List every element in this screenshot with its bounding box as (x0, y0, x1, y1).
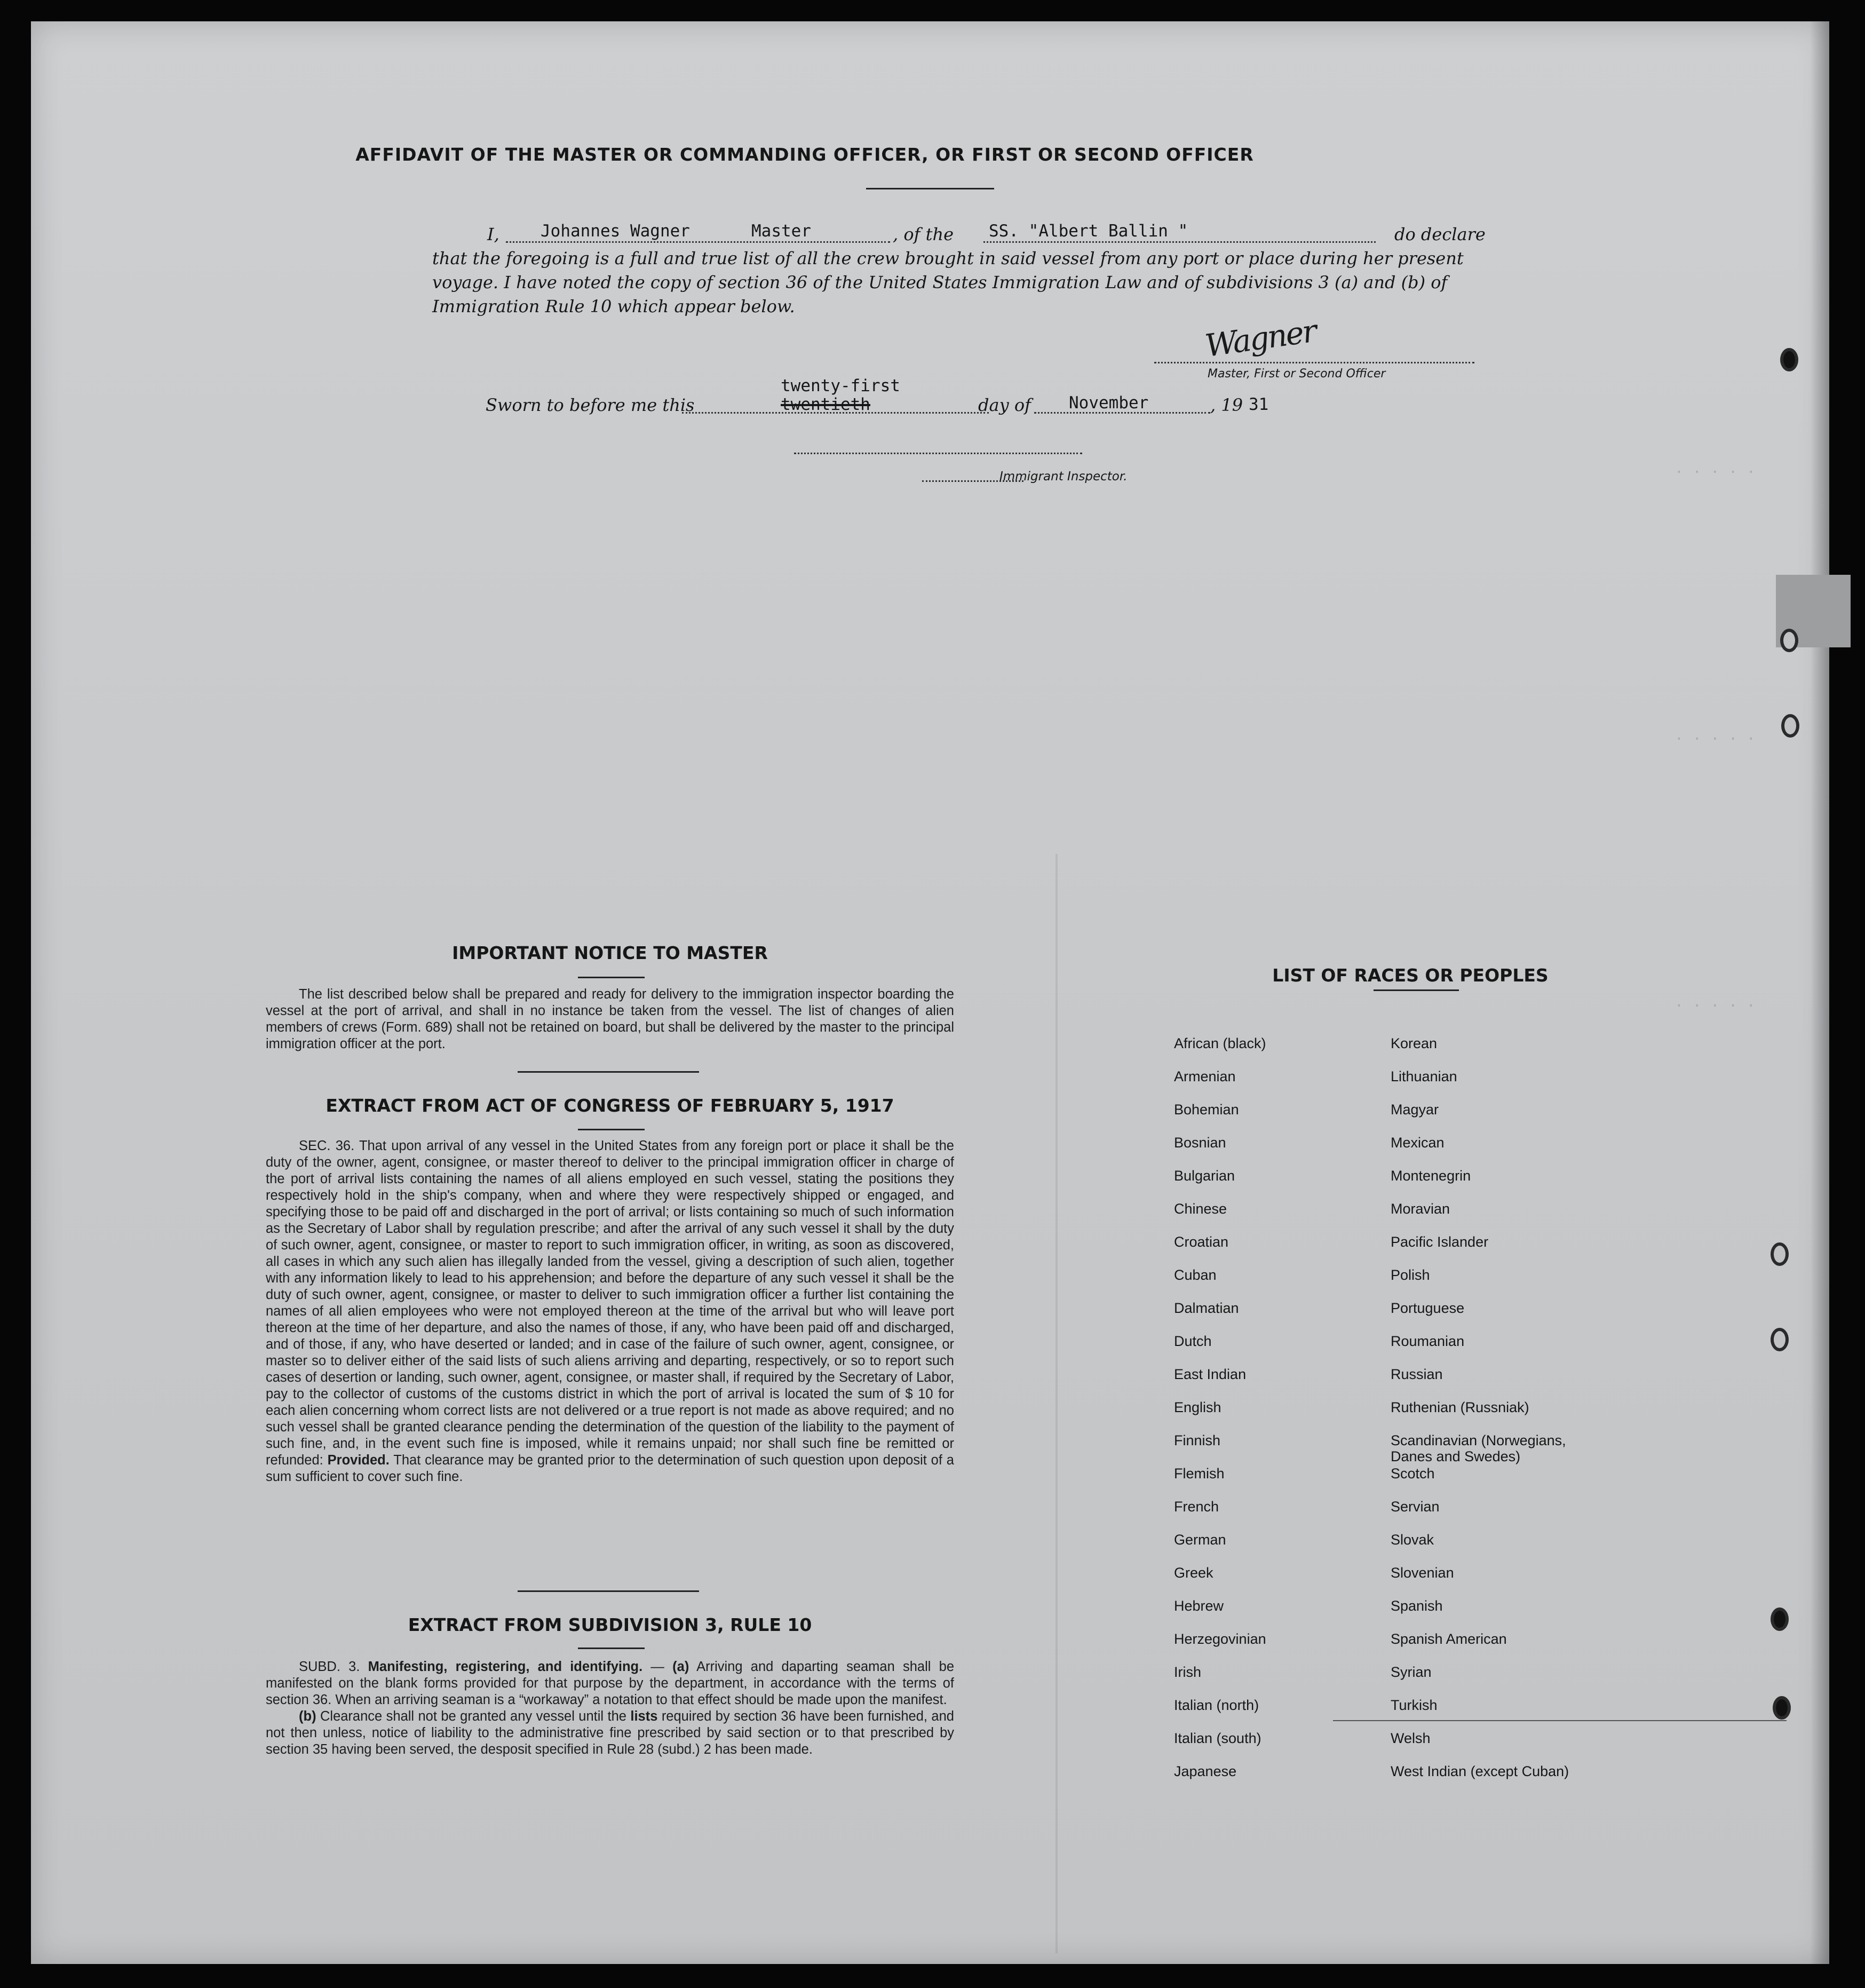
act-underline (578, 1129, 645, 1130)
race-item: Slovenian (1391, 1565, 1454, 1581)
rule-underline (578, 1648, 645, 1649)
act-text (266, 1138, 954, 1485)
affidavit-of-the: , of the (893, 224, 954, 244)
race-item: Irish (1174, 1664, 1202, 1680)
race-item: Scotch (1391, 1466, 1435, 1482)
notice-heading: IMPORTANT NOTICE TO MASTER (452, 942, 768, 963)
race-item: Korean (1391, 1035, 1438, 1051)
race-item: Slovak (1391, 1532, 1434, 1548)
affidavit-do-declare: do declare (1394, 224, 1486, 244)
rule-subd-title: Manifesting, registering, and identifying. (368, 1659, 643, 1674)
act-provided: Provided. (327, 1453, 390, 1468)
inspector-signature-line (794, 453, 1082, 454)
race-item: French (1174, 1499, 1219, 1515)
inspector-caption: Immigrant Inspector. (999, 470, 1128, 484)
race-item: Dalmatian (1174, 1300, 1239, 1316)
race-item: Syrian (1391, 1664, 1432, 1680)
punch-hole-icon (1780, 348, 1798, 371)
race-item: Welsh (1391, 1730, 1431, 1746)
act-heading: EXTRACT FROM ACT OF CONGRESS OF FEBRUARY 5, 1917 (326, 1095, 894, 1116)
race-item: Bohemian (1174, 1102, 1239, 1118)
name-dotted-line (506, 241, 890, 243)
master-signature: Wagner (1203, 312, 1318, 365)
rule-b-text1: Clearance shall not be granted any vessel until the (320, 1709, 626, 1724)
punch-hole-icon (1771, 1328, 1789, 1351)
notice-paragraph: The list described below shall be prepared and ready for delivery to the immigration inspector boarding the vessel at the port of arrival, and shall in no instance be taken from the vessel. The list of changes of alien members of crews (Form. 689) shall not be retained on board, but shall be delivered by the master to the principal immigration officer at the port. (266, 987, 954, 1051)
bleed-through: . . . . . (1674, 993, 1756, 1010)
race-item: Russian (1391, 1366, 1443, 1382)
manifest-page (31, 21, 1829, 1964)
race-item: Servian (1391, 1499, 1440, 1515)
vessel-dotted-line (983, 241, 1376, 243)
race-item: Moravian (1391, 1201, 1450, 1217)
race-item: Pacific Islander (1391, 1234, 1489, 1250)
notice-text (266, 986, 954, 1052)
race-item: Chinese (1174, 1201, 1227, 1217)
race-item: Magyar (1391, 1102, 1439, 1118)
rule-subd: SUBD. 3. (299, 1659, 360, 1674)
notice-underline (578, 977, 645, 978)
punch-hole-icon (1771, 1242, 1789, 1266)
race-item: Armenian (1174, 1068, 1236, 1084)
fold-line (1055, 854, 1058, 1953)
affidavit-title: AFFIDAVIT OF THE MASTER OR COMMANDING OFFICER, OR FIRST OR SECOND OFFICER (355, 144, 1254, 165)
race-item: Finnish (1174, 1432, 1221, 1448)
year-prefix: , 19 (1210, 395, 1243, 415)
rule-b-text2: required by section 36 have been furnished, and not then unless, notice of liability to the administrative fine prescribed by said section or to that prescribed by section 35 having been served, the desposit specified in Rule 28 (subd.) 2 has been made. (266, 1709, 954, 1757)
races-underline (1374, 989, 1459, 991)
act-divider (518, 1590, 699, 1592)
race-item: Italian (north) (1174, 1697, 1259, 1713)
race-item: Spanish (1391, 1598, 1443, 1614)
day-struck: twentieth (781, 395, 870, 414)
sworn-prefix: Sworn to before me this (486, 395, 695, 415)
year-suffix: 31 (1249, 395, 1269, 414)
race-item: Italian (south) (1174, 1730, 1261, 1746)
rule-text (266, 1659, 954, 1758)
affidavit-line3: voyage. I have noted the copy of section 36 of the United States Immigration Law and of subdivisions 3 (a) and (b) of (432, 272, 1448, 292)
master-name: Johannes Wagner (541, 221, 690, 241)
race-item: West Indian (except Cuban) (1391, 1763, 1569, 1779)
signature-line (1154, 362, 1474, 363)
affidavit-i: I, (487, 224, 499, 244)
race-item: Portuguese (1391, 1300, 1465, 1316)
race-item: Roumanian (1391, 1333, 1465, 1349)
race-item: Flemish (1174, 1466, 1225, 1482)
races-heading: LIST OF RACES OR PEOPLES (1272, 965, 1549, 986)
race-item: Greek (1174, 1565, 1213, 1581)
title-underline (866, 188, 994, 189)
race-item: Mexican (1391, 1135, 1445, 1151)
race-item: Lithuanian (1391, 1068, 1457, 1084)
signature-caption: Master, First or Second Officer (1208, 367, 1386, 381)
race-item: Herzegovinian (1174, 1631, 1266, 1647)
race-item: Croatian (1174, 1234, 1229, 1250)
race-item: Montenegrin (1391, 1168, 1471, 1184)
punch-hole-icon (1771, 1607, 1789, 1631)
race-item: Dutch (1174, 1333, 1212, 1349)
race-item: Japanese (1174, 1763, 1237, 1779)
rule-a-label: (a) (672, 1659, 689, 1674)
notice-divider (518, 1071, 699, 1073)
race-item: Ruthenian (Russniak) (1391, 1399, 1529, 1415)
race-item: German (1174, 1532, 1226, 1548)
race-item: Cuban (1174, 1267, 1217, 1283)
punch-hole-icon (1773, 1696, 1791, 1720)
rule-a-text: Arriving and daparting seaman shall be manifested on the blank forms provided for that purpose by the department, in accordance with the terms of section 36. When an arriving seaman is a “workaway” a notation to that effect should be made upon the manifest. (266, 1659, 955, 1707)
page-edge-shadow (1810, 21, 1829, 1964)
races-bottom-rule (1333, 1720, 1787, 1721)
rule-b-label: (b) (299, 1709, 316, 1724)
punch-hole-icon (1780, 629, 1798, 652)
rule-heading: EXTRACT FROM SUBDIVISION 3, RULE 10 (408, 1614, 812, 1635)
race-item: Spanish American (1391, 1631, 1507, 1647)
race-item: Scandinavian (Norwegians, Danes and Swedes) (1391, 1432, 1566, 1464)
day-written: twenty-first (781, 376, 900, 395)
race-item: Turkish (1391, 1697, 1438, 1713)
race-item: Hebrew (1174, 1598, 1224, 1614)
race-item: Bulgarian (1174, 1168, 1235, 1184)
affidavit-line4: Immigration Rule 10 which appear below. (432, 296, 795, 316)
rule-b-lists: lists (630, 1709, 658, 1724)
act-paragraph: SEC. 36. That upon arrival of any vessel in the United States from any foreign port or place it shall be the duty of the owner, agent, consignee, or master thereof to deliver to the principal immigration officer in charge of the port of arrival lists containing the names of all aliens employed en such vessel, stating the positions they respectively hold in the ship's company, when and where they were respectively shipped or engaged, and specifying those to be paid off and discharged in the port of arrival; or lists containing so much of such information as the Secretary of Labor shall by regulation prescribe; and after the arrival of any such vessel it shall by the duty of such owner, agent, consignee, or master to report to such immigration officer, in writing, as soon as discovered, all cases in which any such alien has illegally landed from the vessel, giving a description of such alien, together with any information likely to lead to his apprehension; and before the departure of any such vessel it shall be the duty of such owner, agent, consignee, or master to deliver to such immigration officer a further list containing the names of all alien employees who were not employed thereon at the time of the arrival but who will leave port thereon at the time of her departure, and also the names of those, if any, who have been paid off and discharged, and of those, if any, who have deserted or landed; and in case of the failure of such owner, agent, consignee, or master so to deliver either of the said lists of such aliens arriving and departing, respectively, or so to report such cases of desertion or landing, such owner, agent, consignee, or master shall, if required by the Secretary of Labor, pay to the collector of customs of the customs district in which the port of arrival is located the sum of $ 10 for each alien concerning whom correct lists are not delivered or a true report is not made as above required; and no such vessel shall be granted clearance pending the determination of the question of the liability to the payment of such fine, and, in the event such fine is imposed, while it remains unpaid; nor shall such fine be remitted or refunded: (266, 1138, 954, 1468)
month: November (1069, 393, 1149, 413)
race-item: East Indian (1174, 1366, 1247, 1382)
bleed-through: . . . . . (1674, 459, 1756, 477)
race-item: Bosnian (1174, 1135, 1226, 1151)
affidavit-line2: that the foregoing is a full and true list of all the crew brought in said vessel from any port or place during her present (432, 248, 1464, 268)
punch-hole-icon (1781, 714, 1799, 738)
bleed-through: . . . . . (1674, 726, 1756, 743)
race-item: African (black) (1174, 1035, 1266, 1051)
race-item: Polish (1391, 1267, 1430, 1283)
day-of: day of (978, 395, 1031, 415)
vessel-name: SS. "Albert Ballin " (989, 221, 1188, 241)
master-rank: Master (751, 221, 811, 241)
rule-dash: — (642, 1659, 673, 1674)
act-paragraph-end: That clearance may be granted prior to the determination of such question upon deposit of a sum sufficient to cover such fine. (266, 1453, 954, 1484)
race-item: English (1174, 1399, 1221, 1415)
